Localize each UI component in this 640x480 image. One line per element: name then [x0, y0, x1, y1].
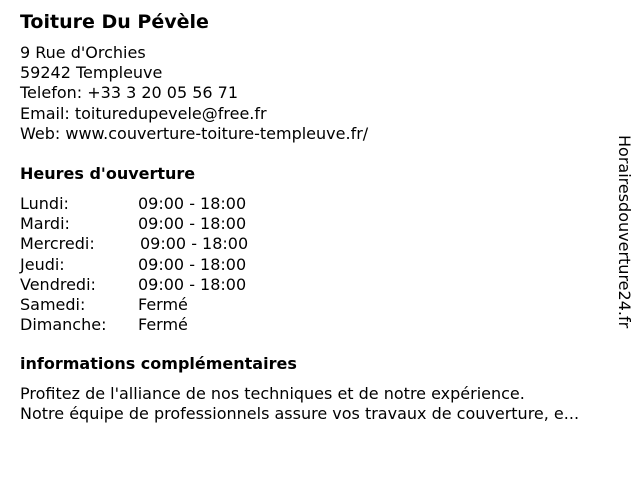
hours-row-wednesday: [20, 234, 248, 254]
hours-row-saturday: [20, 295, 248, 315]
day-label: Vendredi:: [20, 274, 96, 294]
contact-block: [20, 43, 368, 144]
additional-info-text: [20, 384, 632, 424]
info-line: Profitez de l'alliance de nos techniques et de notre expérience.: [20, 384, 525, 403]
hours-row-sunday: [20, 315, 248, 335]
day-hours: Fermé: [138, 315, 188, 335]
day-label: Lundi:: [20, 194, 69, 213]
day-hours: 09:00 - 18:00: [138, 254, 247, 274]
day-hours: 09:00 - 18:00: [138, 274, 247, 294]
day-hours: 09:00 - 18:00: [140, 234, 249, 254]
hours-row-thursday: [20, 255, 248, 275]
email-address: Email: toituredupevele@free.fr: [20, 103, 267, 123]
day-hours: Fermé: [138, 295, 188, 315]
website-address: Web: www.couverture-toiture-templeuve.fr/: [20, 123, 369, 143]
day-label: Dimanche:: [20, 315, 107, 335]
day-label: Jeudi:: [20, 254, 65, 274]
additional-info-heading: informations complémentaires: [20, 354, 297, 373]
hours-row-monday: [20, 194, 248, 214]
hours-row-tuesday: [20, 214, 248, 234]
business-name: Toiture Du Pévèle: [20, 11, 209, 33]
street-address: 9 Rue d'Orchies: [20, 43, 146, 62]
city-postcode: 59242 Templeuve: [20, 63, 163, 83]
day-hours: 09:00 - 18:00: [138, 214, 247, 234]
phone-number: Telefon: +33 3 20 05 56 71: [20, 83, 239, 103]
day-label: Samedi:: [20, 295, 86, 315]
opening-hours-heading: Heures d'ouverture: [20, 164, 196, 183]
day-label: Mardi:: [20, 214, 70, 234]
hours-row-friday: [20, 275, 248, 295]
opening-hours-table: [20, 194, 248, 335]
info-line: Notre équipe de professionnels assure vos travaux de couverture, e...: [20, 404, 580, 424]
day-hours: 09:00 - 18:00: [138, 194, 247, 213]
day-label: Mercredi:: [20, 234, 95, 254]
site-watermark: Horairesdouverture24.fr: [615, 135, 634, 329]
